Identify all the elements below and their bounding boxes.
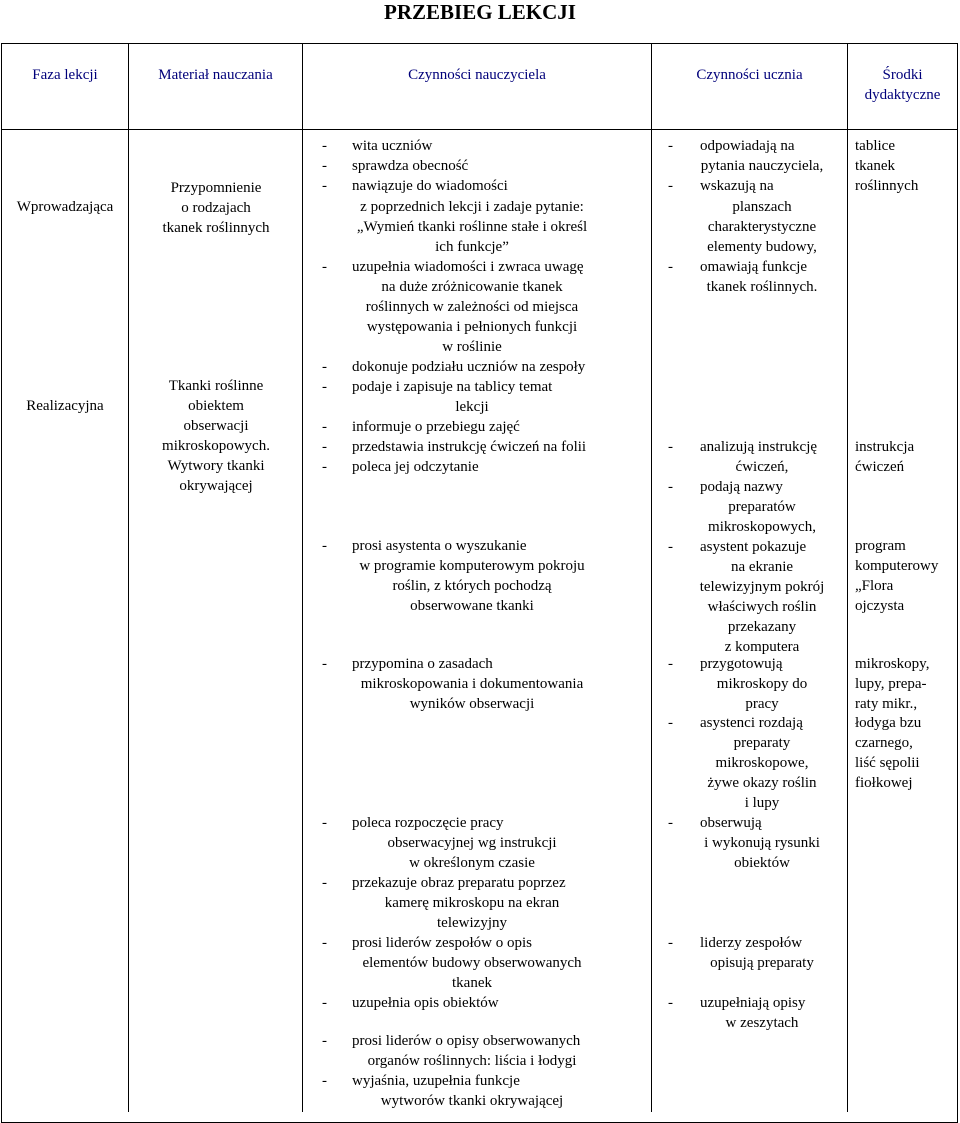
dash-bullet: -	[668, 656, 673, 672]
phase-label: Realizacyjna	[26, 398, 104, 414]
header-divider	[2, 129, 958, 130]
dash-bullet: -	[322, 935, 327, 951]
teacher-activity-text: przedstawia instrukcję ćwiczeń na folii	[352, 439, 587, 455]
teacher-activity-text: nawiązuje do wiadomości	[352, 178, 508, 194]
student-activity-text: charakterystyczne	[707, 219, 817, 235]
didactic-aid-text: instrukcja	[855, 439, 915, 455]
material-text: tkanek roślinnych	[162, 220, 270, 236]
dash-bullet: -	[322, 158, 327, 174]
dash-bullet: -	[668, 715, 673, 731]
student-activity-text: asystent pokazuje	[700, 539, 807, 555]
student-activity-text: ćwiczeń,	[735, 459, 789, 475]
header-faza-lekcji: Faza lekcji	[32, 67, 98, 83]
student-activity-text: elementy budowy,	[707, 239, 817, 255]
didactic-aid-text: ćwiczeń	[855, 459, 905, 475]
teacher-activity-text: w określonym czasie	[409, 855, 535, 871]
dash-bullet: -	[322, 538, 327, 554]
teacher-activity-text: telewizyjny	[437, 915, 507, 931]
student-activity-text: i lupy	[744, 795, 780, 811]
teacher-activity-text: prosi asystenta o wyszukanie	[352, 538, 527, 554]
student-activity-text: tkanek roślinnych.	[706, 279, 818, 295]
didactic-aid-text: ojczysta	[855, 598, 905, 614]
didactic-aid-text: raty mikr.,	[855, 696, 918, 712]
teacher-activity-text: organów roślinnych: liścia i łodygi	[367, 1053, 577, 1069]
teacher-activity-text: obserwacyjnej wg instrukcji	[387, 835, 557, 851]
student-activity-text: wskazują na	[700, 178, 774, 194]
didactic-aid-text: mikroskopy,	[855, 656, 930, 672]
material-text: obserwacji	[183, 418, 249, 434]
dash-bullet: -	[322, 178, 327, 194]
didactic-aid-text: liść sępolii	[855, 755, 920, 771]
teacher-activity-text: uzupełnia opis obiektów	[352, 995, 499, 1011]
dash-bullet: -	[322, 459, 327, 475]
dash-bullet: -	[668, 259, 673, 275]
student-activity-text: pytania nauczyciela,	[700, 158, 824, 174]
material-text: Tkanki roślinne	[168, 378, 264, 394]
teacher-activity-text: prosi liderów zespołów o opis	[352, 935, 532, 951]
didactic-aid-text: komputerowy	[855, 558, 939, 574]
teacher-activity-text: występowania i pełnionych funkcji	[366, 319, 578, 335]
dash-bullet: -	[668, 479, 673, 495]
didactic-aid-text: lupy, prepa-	[855, 676, 927, 692]
student-activity-text: preparaty	[733, 735, 791, 751]
material-text: mikroskopowych.	[162, 438, 270, 454]
student-activity-text: żywe okazy roślin	[707, 775, 817, 791]
teacher-activity-text: wita uczniów	[352, 138, 433, 154]
teacher-activity-text: tkanek	[452, 975, 492, 991]
header-czynnosci-ucznia: Czynności ucznia	[696, 67, 803, 83]
teacher-activity-text: „Wymień tkanki roślinne stałe i określ	[356, 219, 588, 235]
student-activity-text: omawiają funkcje	[700, 259, 808, 275]
student-activity-text: opisują preparaty	[710, 955, 814, 971]
dash-bullet: -	[322, 815, 327, 831]
teacher-activity-text: elementów budowy obserwowanych	[362, 955, 582, 971]
teacher-activity-text: ich funkcje”	[435, 239, 509, 255]
dash-bullet: -	[668, 935, 673, 951]
material-text: okrywającej	[179, 478, 253, 494]
teacher-activity-text: z poprzednich lekcji i zadaje pytanie:	[360, 199, 584, 215]
student-activity-text: telewizyjnym pokrój	[699, 579, 825, 595]
didactic-aid-text: czarnego,	[855, 735, 913, 751]
teacher-activity-text: dokonuje podziału uczniów na zespoły	[352, 359, 586, 375]
student-activity-text: właściwych roślin	[707, 599, 817, 615]
teacher-activity-text: poleca jej odczytanie	[352, 459, 479, 475]
column-divider	[128, 44, 129, 1112]
dash-bullet: -	[668, 138, 673, 154]
student-activity-text: w zeszytach	[725, 1015, 799, 1031]
teacher-activity-text: wyjaśnia, uzupełnia funkcje	[352, 1073, 520, 1089]
dash-bullet: -	[322, 656, 327, 672]
teacher-activity-text: uzupełnia wiadomości i zwraca uwagę	[352, 259, 584, 275]
teacher-activity-text: obserwowane tkanki	[410, 598, 534, 614]
material-text: Wytwory tkanki	[167, 458, 265, 474]
dash-bullet: -	[668, 439, 673, 455]
page-title: PRZEBIEG LEKCJI	[384, 0, 576, 24]
student-activity-text: mikroskopy do	[716, 676, 808, 692]
teacher-activity-text: kamerę mikroskopu na ekran	[384, 895, 560, 911]
didactic-aid-text: tkanek	[855, 158, 895, 174]
header-czynnosci-nauczyciela: Czynności nauczyciela	[408, 67, 546, 83]
phase-label: Wprowadzająca	[16, 199, 114, 215]
teacher-activity-text: przypomina o zasadach	[352, 656, 493, 672]
teacher-activity-text: informuje o przebiegu zajęć	[352, 419, 520, 435]
student-activity-text: przekazany	[727, 619, 797, 635]
student-activity-text: odpowiadają na	[700, 138, 795, 154]
teacher-activity-text: mikroskopowania i dokumentowania	[360, 676, 584, 692]
didactic-aid-text: „Flora	[855, 578, 894, 594]
didactic-aid-text: roślinnych	[855, 178, 919, 194]
teacher-activity-text: przekazuje obraz preparatu poprzez	[352, 875, 566, 891]
didactic-aid-text: program	[855, 538, 906, 554]
student-activity-text: analizują instrukcję	[700, 439, 818, 455]
teacher-activity-text: podaje i zapisuje na tablicy temat	[352, 379, 553, 395]
student-activity-text: uzupełniają opisy	[700, 995, 806, 1011]
student-activity-text: obserwują	[700, 815, 762, 831]
header-srodki-dydaktyczne: Środki dydaktyczne	[864, 67, 941, 103]
teacher-activity-text: roślin, z których pochodzą	[392, 578, 552, 594]
teacher-activity-text: wyników obserwacji	[409, 696, 535, 712]
dash-bullet: -	[322, 359, 327, 375]
student-activity-text: i wykonują rysunki	[704, 835, 820, 851]
dash-bullet: -	[322, 419, 327, 435]
teacher-activity-text: prosi liderów o opisy obserwowanych	[352, 1033, 581, 1049]
dash-bullet: -	[322, 259, 327, 275]
student-activity-text: mikroskopowe,	[715, 755, 809, 771]
material-text: Przypomnienie	[170, 180, 262, 196]
didactic-aid-text: tablice	[855, 138, 895, 154]
student-activity-text: przygotowują	[700, 656, 783, 672]
student-activity-text: podają nazwy	[700, 479, 783, 495]
teacher-activity-text: poleca rozpoczęcie pracy	[352, 815, 504, 831]
teacher-activity-text: lekcji	[455, 399, 489, 415]
student-activity-text: asystenci rozdają	[700, 715, 803, 731]
header-material-nauczania: Materiał nauczania	[158, 67, 273, 83]
dash-bullet: -	[322, 379, 327, 395]
student-activity-text: z komputera	[724, 639, 800, 655]
column-divider	[847, 44, 848, 1112]
dash-bullet: -	[322, 1073, 327, 1089]
teacher-activity-text: sprawdza obecność	[352, 158, 469, 174]
teacher-activity-text: w programie komputerowym pokroju	[359, 558, 585, 574]
student-activity-text: liderzy zespołów	[700, 935, 803, 951]
teacher-activity-text: roślinnych w zależności od miejsca	[365, 299, 579, 315]
dash-bullet: -	[322, 1033, 327, 1049]
column-divider	[651, 44, 652, 1112]
material-text: obiektem	[188, 398, 244, 414]
didactic-aid-text: łodyga bzu	[855, 715, 922, 731]
dash-bullet: -	[668, 815, 673, 831]
student-activity-text: mikroskopowych,	[708, 519, 816, 535]
student-activity-text: na ekranie	[730, 559, 794, 575]
dash-bullet: -	[668, 995, 673, 1011]
dash-bullet: -	[322, 995, 327, 1011]
dash-bullet: -	[322, 875, 327, 891]
student-activity-text: obiektów	[734, 855, 790, 871]
teacher-activity-text: wytworów tkanki okrywającej	[380, 1093, 564, 1109]
dash-bullet: -	[668, 539, 673, 555]
teacher-activity-text: na duże zróżnicowanie tkanek	[381, 279, 563, 295]
student-activity-text: pracy	[745, 696, 779, 712]
student-activity-text: planszach	[732, 199, 792, 215]
dash-bullet: -	[322, 138, 327, 154]
dash-bullet: -	[322, 439, 327, 455]
column-divider	[302, 44, 303, 1112]
student-activity-text: preparatów	[728, 499, 796, 515]
dash-bullet: -	[668, 178, 673, 194]
didactic-aid-text: fiołkowej	[855, 775, 913, 791]
material-text: o rodzajach	[181, 200, 251, 216]
teacher-activity-text: w roślinie	[442, 339, 502, 355]
